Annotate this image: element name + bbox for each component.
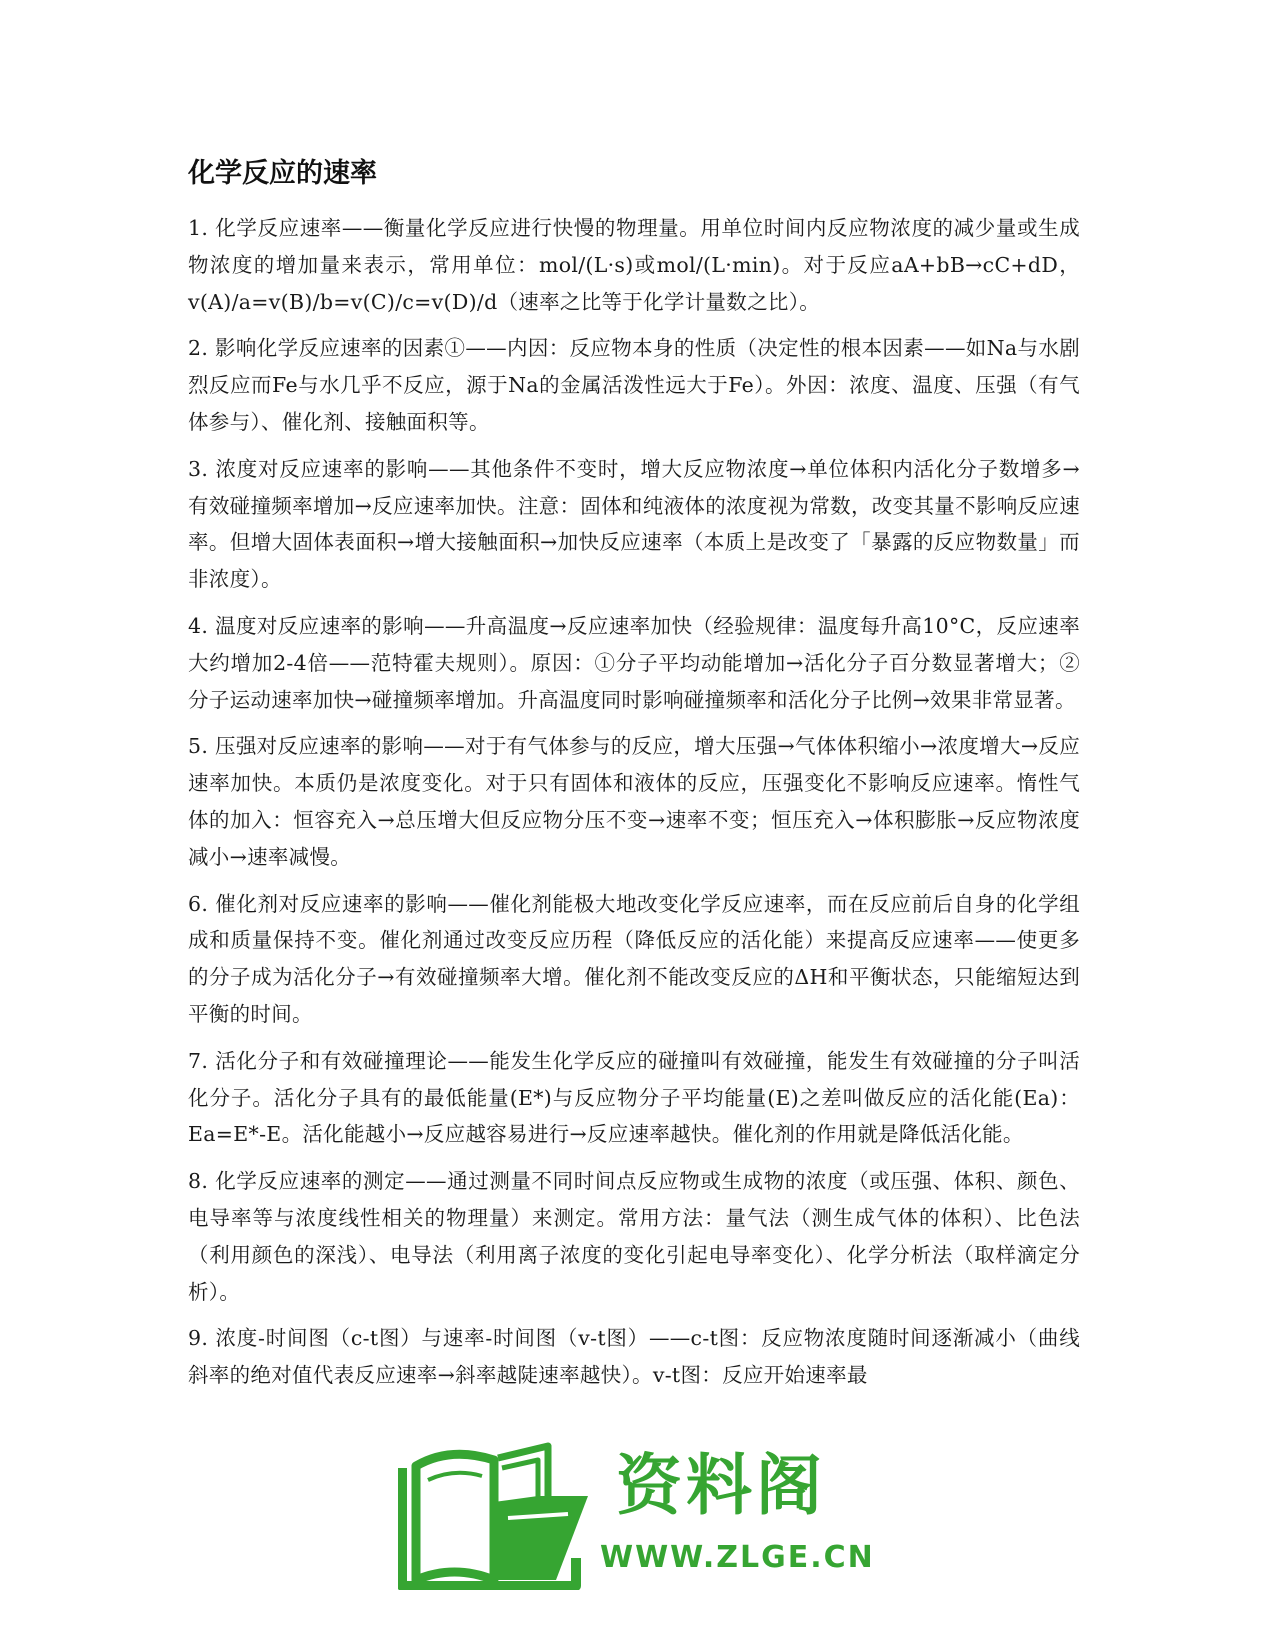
paragraph-7: 7. 活化分子和有效碰撞理论——能发生化学反应的碰撞叫有效碰撞，能发生有效碰撞的分子叫活化分子。活化分子具有的最低能量(E*)与反应物分子平均能量(E)之差叫做反应的活化能(Ea)：Ea=E*-E。活化能越小→反应越容易进行→反应速率越快。催化剂的作用就是降低活化能。: [188, 1048, 1080, 1147]
paragraph-9: 9. 浓度-时间图（c-t图）与速率-时间图（v-t图）——c-t图：反应物浓度随时间逐渐减小（曲线斜率的绝对值代表反应速率→斜率越陡速率越快）。v-t图：反应开始速率最: [188, 1326, 1080, 1388]
paragraph-5: 5. 压强对反应速率的影响——对于有气体参与的反应，增大压强→气体体积缩小→浓度增大→反应速率加快。本质仍是浓度变化。对于只有固体和液体的反应，压强变化不影响反应速率。惰性气体的加入：恒容充入→总压增大但反应物分压不变→速率不变；恒压充入→体积膨胀→反应物浓度减小→速率减慢。: [188, 734, 1080, 869]
paragraph-8: 8. 化学反应速率的测定——通过测量不同时间点反应物或生成物的浓度（或压强、体积、颜色、电导率等与浓度线性相关的物理量）来测定。常用方法：量气法（测生成气体的体积）、比色法（利用颜色的深浅）、电导法（利用离子浓度的变化引起电导率变化）、化学分析法（取样滴定分析）。: [188, 1169, 1080, 1304]
document-body: [188, 210, 1080, 1404]
paragraph-2: 2. 影响化学反应速率的因素①——内因：反应物本身的性质（决定性的根本因素——如Na与水剧烈反应而Fe与水几乎不反应，源于Na的金属活泼性远大于Fe）。外因：浓度、温度、压强（有气体参与）、催化剂、接触面积等。: [188, 336, 1080, 434]
paragraph-1: 1. 化学反应速率——衡量化学反应进行快慢的物理量。用单位时间内反应物浓度的减少量或生成物浓度的增加量来表示，常用单位：mol/(L·s)或mol/(L·min)。对于反应aA+bB→cC+dD，v(A)/a=v(B)/b=v(C)/c=v(D)/d（速率之比等于化学计量数之比）。: [188, 216, 1080, 314]
paragraph-6: 6. 催化剂对反应速率的影响——催化剂能极大地改变化学反应速率，而在反应前后自身的化学组成和质量保持不变。催化剂通过改变反应历程（降低反应的活化能）来提高反应速率——使更多的分子成为活化分子→有效碰撞频率大增。催化剂不能改变反应的ΔH和平衡状态，只能缩短达到平衡的时间。: [188, 891, 1080, 1026]
paragraph-4: 4. 温度对反应速率的影响——升高温度→反应速率加快（经验规律：温度每升高10°C，反应速率大约增加2-4倍——范特霍夫规则）。原因：①分子平均动能增加→活化分子百分数显著增大；②分子运动速率加快→碰撞频率增加。升高温度同时影响碰撞频率和活化分子比例→效果非常显著。: [188, 613, 1080, 712]
watermark-name: 资料阁: [616, 1447, 826, 1524]
watermark-url: WWW.ZLGE.CN: [600, 1540, 875, 1575]
document-title: 化学反应的速率: [188, 158, 377, 189]
watermark-logo: [398, 1440, 875, 1590]
paragraph-3: 3. 浓度对反应速率的影响——其他条件不变时，增大反应物浓度→单位体积内活化分子数增多→有效碰撞频率增加→反应速率加快。注意：固体和纯液体的浓度视为常数，改变其量不影响反应速率。但增大固体表面积→增大接触面积→加快反应速率（本质上是改变了「暴露的反应物数量」而非浓度）。: [188, 456, 1080, 592]
open-book-icon: [398, 1440, 594, 1590]
